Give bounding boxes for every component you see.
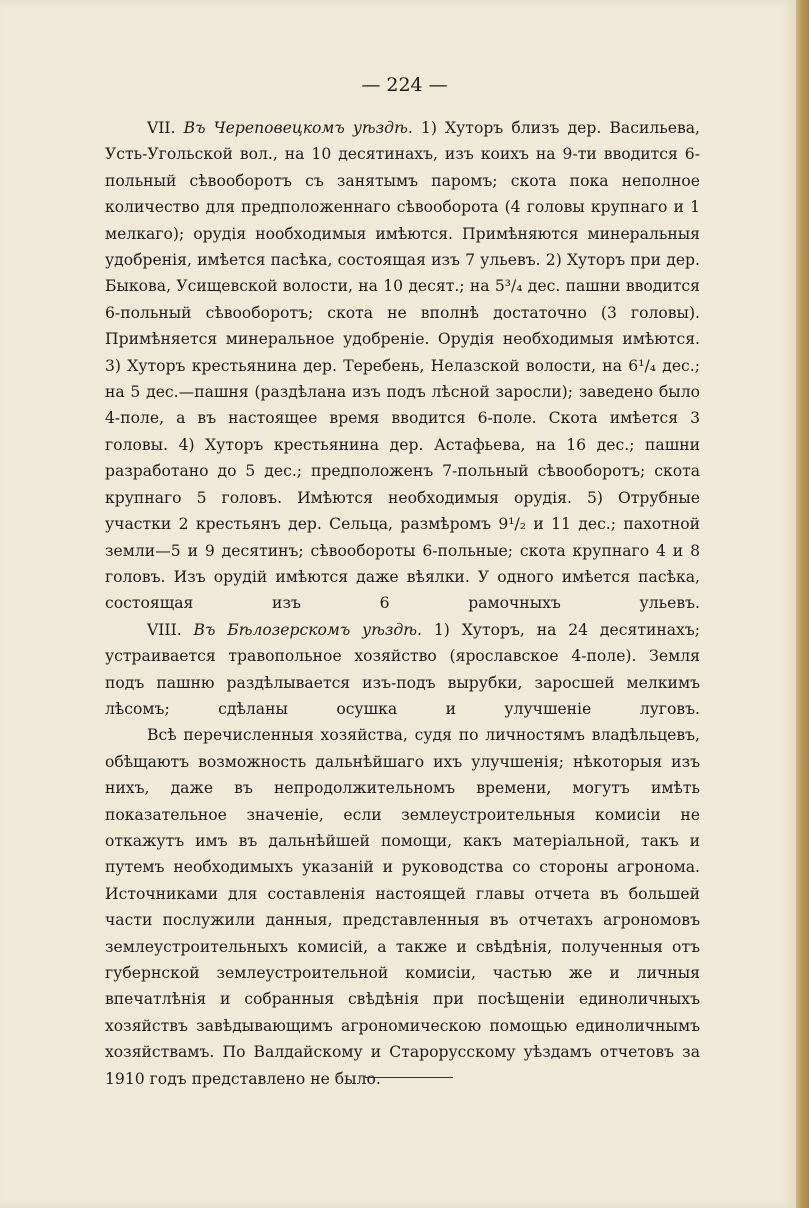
- section-numeral: VII.: [147, 119, 184, 137]
- section-numeral: VIII.: [147, 620, 194, 639]
- district-heading: Въ Череповецкомъ уѣздѣ.: [183, 119, 413, 137]
- page-number: — 224 —: [361, 74, 448, 96]
- paragraph-text: 1) Хуторъ близъ дер. Васильева, Усть-Угольской вол., на 10 десятинахъ, изъ коихъ на 9-ти вводится 6-польный сѣвооборотъ съ занятымъ паромъ; скота пока неполное количество для предположеннаго сѣвооборота (4 головы крупнаго и 1 мелкаго); орудія нообходимыя имѣются. Примѣняются минеральныя удобренія, имѣется пасѣка, состоящая изъ 7 ульевъ. 2) Хуторъ при дер. Быкова, Усищевской волости, на 10 десят.; на 5³/₄ дес. пашни вводится 6-польный сѣвооборотъ; скота не вполнѣ достаточно (3 головы). Примѣняется минеральное удобреніе. Орудія необходимыя имѣются. 3) Хуторъ крестьянина дер. Теребень, Нелазской волости, на 6¹/₄ дес.; на 5 дес.—пашня (раздѣлана изъ подъ лѣсной заросли); заведено было 4-поле, а въ настоящее время вводится 6-поле. Скота имѣется 3 головы. 4) Хуторъ крестьянина дер. Астафьева, на 16 дес.; пашни разработано до 5 дес.; предположенъ 7-польный сѣвооборотъ; скота крупнаго 5 головъ. Имѣются необходимыя орудія. 5) Отрубные участки 2 крестьянъ дер. Сельца, размѣромъ 9¹/₂ и 11 дес.; пахотной земли—5 и 9 десятинъ; сѣвообороты 6-польные; скота крупнаго 4 и 8 головъ. Изъ орудій имѣются даже вѣялки. У одного имѣется пасѣка, состоящая изъ 6 рамочныхъ ульевъ.: [105, 119, 701, 613]
- district-heading: Въ Бѣлозерскомъ уѣздѣ.: [193, 620, 423, 639]
- body-text: [105, 115, 700, 1092]
- paragraph-text: 1) Хуторъ, на 24 десятинахъ; устраивается травопольное хозяйство (ярославское 4-поле). Земля подъ пашню раздѣлывается изъ-подъ вырубки, заросшей мелкимъ лѣсомъ; сдѣланы осушка и улучшеніе луговъ.: [105, 620, 701, 718]
- paragraph-belozersk: [105, 617, 700, 723]
- closing-rule: [365, 1077, 453, 1078]
- paragraph-text: Всѣ перечисленныя хозяйства, судя по личностямъ владѣльцевъ, обѣщаютъ возможность дальнѣйшаго ихъ улучшенія; нѣкоторыя изъ нихъ, даже въ непродолжительномъ времени, могутъ имѣть показательное значеніе, если землеустроительныя комисіи не откажутъ имъ въ дальнѣйшей помощи, какъ матеріальной, такъ и путемъ необходимыхъ указаній и руководства со стороны агронома. Источниками для составленія настоящей главы отчета въ большей части послужили данныя, представленныя въ отчетахъ агрономовъ землеустроительныхъ комисій, а также и свѣдѣнія, полученныя отъ губернской землеустроительной комисіи, частью же и личныя впечатлѣнія и собранныя свѣдѣнія при посѣщеніи единоличныхъ хозяйствъ завѣдывающимъ агрономическою помощью единоличнымъ хозяйствамъ. По Валдайскому и Старорусскому уѣздамъ отчетовъ за 1910 годъ представлено не было.: [105, 726, 700, 1088]
- paragraph-cherepovets: [105, 115, 700, 617]
- page-edge: [796, 0, 809, 1208]
- paragraph-summary: [105, 722, 700, 1092]
